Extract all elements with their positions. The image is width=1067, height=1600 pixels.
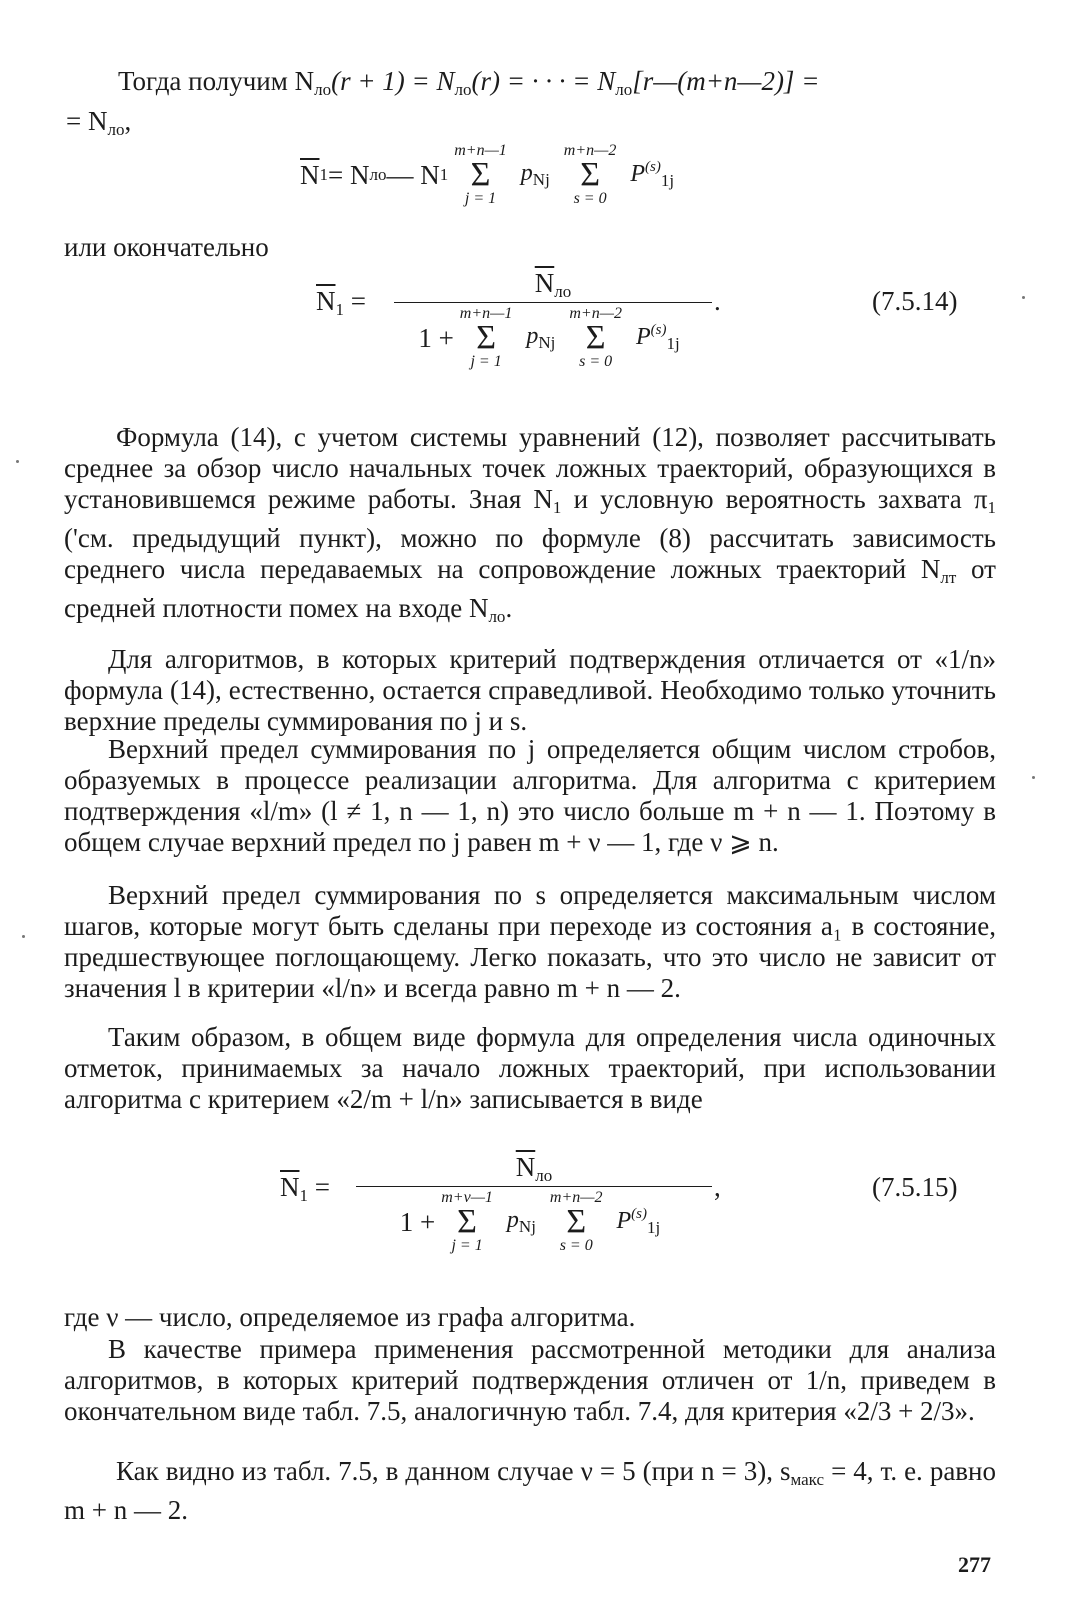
sum-lower-limit: s = 0 (579, 353, 613, 370)
eq14-lhs (316, 286, 366, 320)
equation-part: = (344, 286, 366, 316)
term-p (507, 1207, 536, 1237)
fraction-bar (394, 302, 712, 303)
superscript: (s) (650, 322, 667, 338)
scan-speck (1032, 776, 1035, 779)
sigma-symbol: Σ (476, 319, 496, 356)
eq14-fraction (394, 268, 712, 371)
sum-upper-limit: m+n—2 (549, 1189, 603, 1206)
sigma-symbol: Σ (580, 156, 600, 193)
paragraph-where-nu: где ν — число, определяемое из графа алгоритма. (64, 1302, 636, 1332)
subscript: ло (454, 80, 472, 99)
sum-s (564, 142, 617, 208)
eq14-dot: . (714, 286, 721, 316)
equation-part: [r—(m+n—2)] = (632, 66, 820, 96)
equation-part: = N (328, 159, 370, 190)
paragraph-table-note (64, 1456, 996, 1526)
sum-lower-limit: j = 1 (451, 1237, 483, 1254)
subscript: 1j (660, 171, 675, 190)
sum-s (569, 305, 622, 371)
equation-part: — N (386, 159, 440, 190)
text-run: ('см. предыдущий пункт), можно по формуле (8) рассчитать зависимость среднего числа передаваемых на сопровождение ложных траекторий N (64, 523, 996, 584)
sum-j (460, 305, 513, 371)
equation-part: = N (66, 106, 108, 136)
subscript: 1 (299, 1186, 308, 1205)
subscript: 1 (439, 165, 449, 184)
sum-s (550, 1189, 603, 1255)
subscript: 1j (647, 1218, 661, 1237)
subscript: 1 (552, 498, 562, 517)
scan-speck (1022, 296, 1025, 299)
equation-part: $\overline{N}$ (316, 286, 336, 316)
eq15-comma: , (714, 1172, 721, 1202)
equation-part: p (506, 1207, 519, 1233)
intro-equation-line (118, 66, 819, 100)
equation-part: $\overline{N}$ (534, 268, 555, 298)
intro-text: Тогда получим N (118, 66, 315, 96)
subscript: ло (314, 80, 332, 99)
sum-lower-limit: j = 1 (464, 190, 497, 207)
equation-part: p (520, 160, 533, 186)
page-number: 277 (958, 1552, 991, 1577)
subscript: ло (615, 80, 633, 99)
equation-part: P (630, 161, 646, 187)
eq15-fraction (356, 1152, 712, 1255)
paragraph-formula-14 (64, 422, 996, 632)
subscript: макс (790, 1470, 825, 1489)
term-P (617, 1206, 661, 1238)
fraction-bar (356, 1186, 712, 1187)
fraction-numerator (535, 268, 571, 302)
sum-j (441, 1189, 493, 1255)
term-p (526, 323, 555, 353)
superscript: (s) (631, 1206, 647, 1222)
subscript: ло (488, 607, 506, 626)
subscript: лт (940, 568, 957, 587)
sigma-symbol: Σ (566, 1203, 587, 1240)
subscript: 1 (987, 498, 996, 517)
sigma-symbol: Σ (585, 319, 606, 356)
subscript: Nj (538, 333, 556, 352)
sum-j (454, 142, 507, 208)
text-run: Как видно из табл. 7.5, в данном случае ν = 5 (при n = 3), s (116, 1456, 791, 1486)
paragraph-upper-limit-s: Верхний предел суммирования по s определяется максимальным числом шагов, которые могут быть сделаны при переходе из состояния a₁ в состояние, предшествующее поглощающему. Легко показать, что это число не зависит от значения l в критерии «l/n» и всегда равно m + n — 2. (64, 880, 996, 1003)
term-P (636, 322, 680, 354)
subscript: ло (107, 120, 125, 139)
sum-upper-limit: m+n—2 (563, 142, 617, 159)
text-run: и условную вероятность захвата π (561, 484, 988, 514)
equation-part: P (616, 1208, 632, 1234)
equation-part: (r) = · · · = N (471, 66, 616, 96)
paragraph-example: В качестве примера применения рассмотренной методики для анализа алгоритмов, в которых критерий подтверждения отличен от 1/n, приведем в окончательном виде табл. 7.5, аналогичную табл. 7.4, для критерия «2/3 + 2/3». (64, 1334, 996, 1426)
fraction-denominator (400, 1189, 668, 1255)
equation-part: $\overline{N}$ (280, 1172, 300, 1202)
sum-lower-limit: s = 0 (573, 190, 607, 207)
equation-part: , (124, 106, 132, 136)
subscript: ло (369, 165, 387, 184)
equation-part: $\overline{N}$ (515, 1152, 536, 1182)
scan-speck (22, 935, 25, 938)
equation-part: 1 + (399, 1206, 436, 1237)
subscript: ло (535, 1166, 553, 1185)
ili-text: или окончательно (64, 232, 269, 262)
sum-lower-limit: s = 0 (559, 1237, 593, 1254)
sum-upper-limit: m+n—1 (454, 142, 507, 159)
subscript: 1 (335, 300, 344, 319)
equation-part: = (308, 1172, 330, 1202)
superscript: (s) (645, 159, 661, 175)
sum-lower-limit: j = 1 (470, 353, 502, 370)
text-run: = 4, т. е. равно m + n — 2. (64, 1456, 996, 1525)
text-run: Формула (14), с учетом системы уравнений (12), позволяет рассчитывать среднее за обзор число начальных точек ложных траекторий, образующихся в установившемся режиме работы. Зная N (64, 422, 996, 514)
sigma-symbol: Σ (457, 1203, 477, 1240)
equation-part: p (526, 323, 539, 349)
subscript: 1 (319, 165, 328, 184)
scan-speck (16, 460, 19, 463)
equation-continuation (66, 106, 131, 140)
fraction-numerator (516, 1152, 552, 1186)
subscript: Nj (518, 1217, 536, 1236)
paragraph-algorithms: Для алгоритмов, в которых критерий подтверждения отличается от «1/n» формула (14), естественно, остается справедливой. Необходимо только уточнить верхние пределы суммирования по j и s. (64, 644, 996, 736)
subscript: ло (554, 282, 572, 301)
sum-upper-limit: m+ν—1 (441, 1189, 493, 1206)
fraction-denominator (418, 305, 687, 371)
subscript: Nj (532, 170, 550, 189)
sum-upper-limit: m+n—1 (459, 305, 513, 322)
equation-part: (r + 1) = N (331, 66, 455, 96)
equation-number-7-5-15: (7.5.15) (872, 1172, 958, 1202)
equation-part: $\overline{N}$ (300, 159, 320, 190)
equation-part: P (635, 324, 651, 350)
equation-part: 1 + (418, 322, 454, 353)
recursion-equation (300, 142, 682, 208)
sum-upper-limit: m+n—2 (569, 305, 622, 322)
text-run: . (505, 593, 513, 623)
text-run: от средней плотности помех на входе N (64, 554, 996, 623)
term-p (521, 160, 550, 190)
eq15-lhs (280, 1172, 330, 1206)
paragraph-upper-limit-j: Верхний предел суммирования по j определяется общим числом стробов, образуемых в процессе реализации алгоритма. Для алгоритма с критерием подтверждения «l/m» (l ≠ 1, n — 1, n) это число больше m + n — 1. Поэтому в общем случае верхний предел по j равен m + ν — 1, где ν ⩾ n. (64, 734, 996, 857)
paragraph-general-formula: Таким образом, в общем виде формула для определения числа одиночных отметок, принимаемых за начало ложных траекторий, при использовании алгоритма с критерием «2/m + l/n» записывается в виде (64, 1022, 996, 1114)
sigma-symbol: Σ (470, 156, 491, 193)
term-P (630, 159, 674, 191)
equation-number-7-5-14: (7.5.14) (872, 286, 958, 316)
subscript: 1j (666, 334, 680, 353)
